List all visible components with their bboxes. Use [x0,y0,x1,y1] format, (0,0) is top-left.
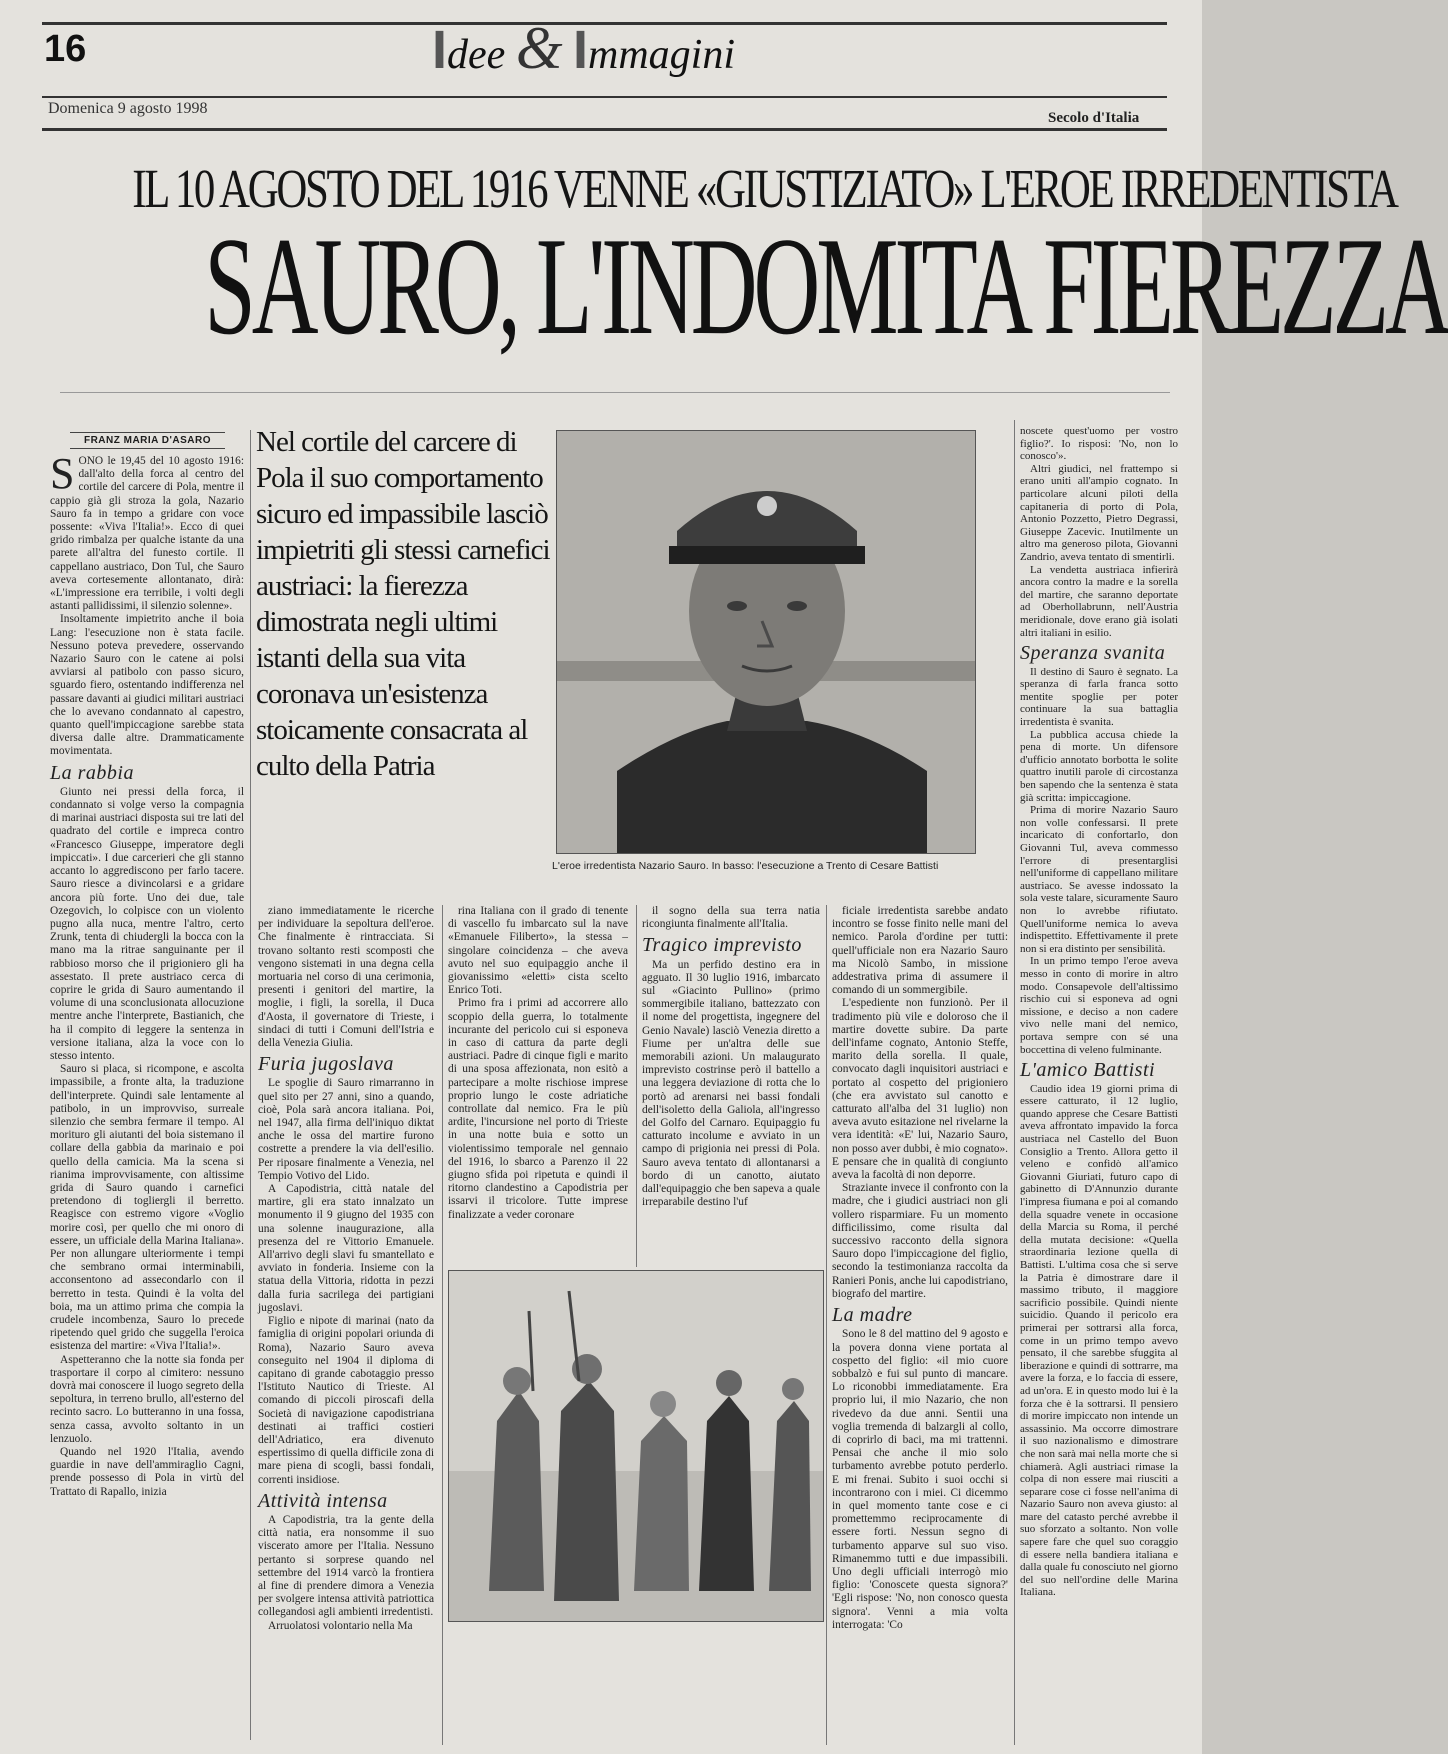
paragraph: Giunto nei pressi della forca, il condannato si volge verso la compagnia di marinai austriaci disposta sui tre lati del quadrato del cortile e impreca contro «Francesco Giuseppe, imperatore degli impiccati». I due carcerieri che gli stanno accanto lo aggrediscono per farlo tacere. Sauro riesce a divincolarsi e a gridare ancora più forte. Uno dei due, tale Ozegovich, lo colpisce con un violento pugno alla nuca, mentre l'altro, certo Zrunk, tenta di chiudergli la bocca con la mano ma la ritrae sanguinante per il rabbioso morso che il prigioniero gli ha assestato. Il prete austriaco cerca di coprire le grida di Sauro aumentando il volume di una sconclusionata allocuzione mentre anche l'interprete, Bastianich, che ha il compito di leggere la sentenza in versione italiana, alza la voce con lo stesso intento. [50,785,244,1062]
subhead-furia: Furia jugoslava [258,1053,394,1076]
headline: SAURO, L'INDOMITA FIEREZZA [204,209,1448,364]
article-column-5 [642,905,820,1267]
paragraph: Figlio e nipote di marinai (nato da famiglia di origini popolari oriunda di Roma), Nazario Sauro aveva conseguito nel 1904 il diploma di capitano di grande cabotaggio presso l'Istituto Nautico di Trieste. Al comando di piccoli piroscafi della Società di navigazione capodistriana destinati ai traffici costieri dell'Adriatico, era divenuto espertissimo di quella difficile zona di mare piena di scogli, bassi fondali, correnti insidiose. [258,1315,434,1486]
column-divider [636,905,637,1267]
kicker: IL 10 AGOSTO DEL 1916 VENNE «GIUSTIZIATO» L'EROE IRREDENTISTA [132,158,1397,219]
paragraph: Le spoglie di Sauro rimarranno in quel sito per 27 anni, sino a quando, cioè, Pola sarà ancora italiana. Poi, nel 1947, alla firma dell'iniquo diktat anche le ossa del martire furono costrette a prendere la via dell'esilio. Per riposare finalmente a Venezia, nel Tempio Votivo del Lido. [258,1077,434,1182]
subhead-rabbia: La rabbia [50,761,134,784]
paragraph: ficiale irredentista sarebbe andato incontro se fosse finito nelle mani del nemico. Parola d'ordine per tutti: quell'ufficiale non era Nazario Sauro ma Nicolò Sambo, in missione addestrativa prima di assumere il comando di un sommergibile. [832,905,1008,997]
paragraph: L'espediente non funzionò. Per il tradimento più vile e doloroso che il martire dovette subire. Da parte dell'infame cognato, Antonio Steffe, marito della sorella. Il quale, convocato dagli inquisitori austriaci e portato al cospetto del prigioniero (che era avvistato sul canotto e catturato all'alba del 31 luglio) non aveva avuto esitazione nel rivelarne la vera identità: «E' lui, Nazario Sauro, non posso aver dubbi, è mio cognato». E pensare che in qualità di congiunto aveva la facoltà di non deporre. [832,997,1008,1182]
byline: FRANZ MARIA D'ASARO [70,432,225,449]
subhead-battisti: L'amico Battisti [1020,1059,1156,1082]
subhead-tragico: Tragico imprevisto [642,934,802,957]
pull-quote: Nel cortile del carcere di Pola il suo comportamento sicuro ed impassibile lasciò impietriti gli stessi carnefici austriaci: la fierezza dimostrata negli ultimi istanti della sua vita coronava un'esistenza stoicamente consacrata al culto della Patria [256,426,550,782]
article-column-3 [258,905,434,1745]
execution-illustration [448,1270,824,1622]
article-column-4 [448,905,628,1267]
paragraph: rina Italiana con il grado di tenente di vascello fu imbarcato sul la nave «Emanuele Filiberto», la stessa – singolare coincidenza – che aveva avuto nel suo equipaggio anche il giovanissimo «eletti» cista scelto Enrico Toti. [448,905,628,997]
section-title [432,14,735,83]
paragraph: noscete quest'uomo per vostro figlio?'. Io risposi: 'No, non lo conosco'». [1020,425,1178,463]
paragraph: Aspetteranno che la notte sia fonda per trasportare il corpo al cimitero: nessuno dovrà mai conoscere il luogo segreto della sepoltura, in terreno brullo, all'esterno del recinto sacro. Lo butteranno in una fossa, senza cassa, avvolto soltanto in un lenzuolo. [50,1353,244,1445]
subhead-speranza: Speranza svanita [1020,642,1166,665]
article-column-1 [50,449,244,1745]
paragraph: ziano immediatamente le ricerche per individuare la sepoltura dell'eroe. Che finalmente è rintracciata. Si trovano soltanto resti scomposti che vengono sistemati in una degna cella mortuaria nel corso di una cerimonia, presenti i genitori del martire, la moglie, i figli, la sorella, il Duca d'Aosta, il governatore di Trieste, i sindaci di tutti i Comuni dell'Istria e della Venezia Giulia. [258,905,434,1050]
drop-cap: S [50,449,75,498]
section-ampersand: & [515,15,563,81]
paragraph: Caudio idea 19 giorni prima di essere catturato, il 12 luglio, quando apprese che Cesare Battisti aveva affrontato impavido la forca austriaca nel Castello del Buon Consiglio a Trento. Allora getto il veleno e confidò all'amico Giovanni Giuriati, futuro capo di gabinetto di D'Annunzio durante l'impresa fiumana e poi al comando della squadre venete in occasione della Marcia su Roma, il perché della mutata decisione: «Quella straordinaria lezione quella di Battisti. L'ultima cosa che si serve la Patria è dimostrare dare il massimo tributo, il maggiore sacrificio possibile. Quindi niente suicidio. Quando il pericolo era primerai per sottrarsi alla forca, come in un primo tempo avevo pensato, il che sarebbe sfuggita al liberazione e quindi di sottrarre, ma avere la forza, e lo faccia di essere, ad un'ora. E in questo modo lui è la forza che è la sottrarsi. Il pensiero di morire impiccato non intende un assassinio. Ma occorre dimostrare il suo nazionalismo e dimostrare che non sarà mai nella morte che si chiamerà. Agli austriaci rimase la colpa di non essere mai riusciti a separare cose ci fosse nell'anima di Nazario Sauro non aveva giusto: al mare del catasto perché avrebbe il suo sforzato a soltanto. Non volle sapere fare che quel suo coraggio di essere nella bandiera italiana e dalla quale fu conosciuto nel giorno del suo nell'ordine delle Marina Italiana. [1020,1082,1178,1599]
paragraph: Il destino di Sauro è segnato. La speranza di farla franca sotto mentite spoglie per poter continuare la sua battaglia irredentista è svanita. [1020,665,1178,729]
paragraph: A Capodistria, tra la gente della città natia, era nonsomme il suo viscerato amore per l'Italia. Nessuno pertanto si sorprese quando nel settembre del 1914 varcò la frontiera al fine di prendere dimora a Venezia per svolgere intensa attività patriottica collegandosi agli ambienti irredentisti. [258,1513,434,1619]
paragraph: ONO le 19,45 del 10 agosto 1916: dall'alto della forca al centro del cortile del carcere di Pola, mentre il cappio già gli stroza la gola, Nazario Sauro fa in tempo a gridare con voce possente: «Viva l'Italia!». Ecco di quei grido rimbalza per qualche istante da una parete all'altra del funesto cortile. Il cappellano austriaco, Don Tul, che Sauro aveva cortesemente allontanato, dirà: «L'impressione era terribile, i volti degli astanti pallidissimi, il silenzio solenne». [50,455,244,613]
section-word-dee: dee [447,32,506,78]
paragraph: A Capodistria, città natale del martire, gli era stato innalzato un monumento il 9 giugno del 1935 con una solenne inaugurazione, alla presenza del re Vittorio Emanuele. All'arrivo degli slavi fu smantellato e avviato in fonderia. Insieme con la statua della Vittoria, ridotta in pezzi dalla furia sacrilega dei partigiani jugoslavi. [258,1183,434,1314]
column-divider [1014,420,1015,1745]
date-rule [42,128,1167,131]
column-divider [826,905,827,1745]
paragraph: Quando nel 1920 l'Italia, avendo guardie in nave dell'ammiraglio Cagni, prende possesso di Pola in virtù del Trattato di Rapallo, inizia [50,1446,244,1498]
section-initial-i2: I [572,20,588,80]
paragraph: La pubblica accusa chiede la pena di morte. Un difensore d'ufficio annotato borbotta le solite quattro inutili parole di circostanza ben sapendo che la sentenza è stata già scritta: impiccagione. [1020,728,1178,804]
paragraph: Ma un perfido destino era in agguato. Il 30 luglio 1916, imbarcato sul «Giacinto Pullino» (primo sommergibile italiano, battezzato con il nome del progettista, ingegnere del Genio Navale) lasciò Venezia diretto a Fiume per un'altra delle sue memorabili azioni. Un malaugurato imprevisto costrinse però il battello a una leggera deviazione di rotta che lo portò ad arenarsi nei bassi fondali dell'isoletto della Galiola, all'ingresso del Golfo del Carnaro. Equipaggio fu catturato incolume e avviato in un campo di prigionia nei pressi di Pola. Sauro aveva tentato di allontanarsi a bordo di un canotto, aiutato dall'equipaggio che ben sapeva a quale irreparabile destino l'uf [642,958,820,1209]
paragraph: Arruolatosi volontario nella Ma [268,1619,413,1632]
paragraph: Prima di morire Nazario Sauro non volle confessarsi. Il prete incaricato di confortarlo, don Giovanni Tul, aveva commesso l'errore di presentarglisi nell'uniforme di cappellano militare austriaco. Se avesse indossato la sola veste talare, sicuramente Sauro non lo avrebbe rifiutato. Quell'uniforme nemica lo aveva indispettito. Effettivamente il prete non si era distinto per sensibilità. [1020,804,1178,955]
subhead-madre: La madre [832,1304,913,1327]
photo-caption: L'eroe irredentista Nazario Sauro. In basso: l'esecuzione a Trento di Cesare Battisti [552,860,939,872]
portrait-illustration [557,431,975,853]
paragraph: Straziante invece il confronto con la madre, che i giudici austriaci non gli vollero risparmiare. Fu un momento difficilissimo, come risulta dal successivo racconto della signora Sauro dopo l'impiccagione del figlio, secondo la testimonianza raccolta da Ranieri Ponis, anche lui capodistriano, biografo del martire. [832,1182,1008,1300]
portrait-photo [556,430,976,854]
masthead-rule [42,96,1167,98]
paragraph: In un primo tempo l'eroe aveva messo in conto di morire in altro modo. Consapevole dell'altissimo rischio cui si esponeva ad ogni missione, e deciso a non cadere vivo nelle mani del nemico, portava sempre con sé una boccettina di veleno fulminante. [1020,955,1178,1056]
paragraph: Altri giudici, nel frattempo si erano uniti all'ampio cognato. In particolare alcuni piloti della capitaneria di porto di Pola, Antonio Pozzetto, Pietro Degrassi, Giuseppe Zacevic. Inutilmente un altro ma generoso pilota, Giovanni Zandrio, aveva tentato di smentirli. [1020,462,1178,563]
column-divider [250,430,251,1740]
newspaper-name: Secolo d'Italia [1048,110,1140,126]
section-initial-i: I [432,20,448,80]
paragraph: il sogno della sua terra natia ricongiunta finalmente all'Italia. [642,905,820,931]
section-word-mmagini: mmagini [588,32,735,78]
paragraph: Insoltamente impietrito anche il boia Lang: l'esecuzione non è stata facile. Nessuno poteva prevedere, osservando Nazario Sauro con le catene ai polsi avviarsi al patibolo con passo sicuro, sguardo fiero, ostentando indifferenza nel passare davanti ai giudici militari austriaci che lo avevano condannato al capestro, quanto quell'impiccagione sarebbe stata diversa dalle altre. Drammaticamente movimentata. [50,613,244,758]
subhead-attivita: Attività intensa [258,1489,388,1512]
issue-date: Domenica 9 agosto 1998 [48,100,208,117]
headline-rule [60,392,1170,393]
paragraph: Primo fra i primi ad accorrere allo scoppio della guerra, lo totalmente incurante del pericolo cui si esponeva in caso di cattura da parte degli austriaci. Padre di cinque figli e marito di una sposa affezionata, non esitò a partecipare a molte rischiose imprese proprio lungo le coste adriatiche controllate dal nemico. Fra le più ardite, l'incursione nel porto di Trieste in una notte buia e sotto un violentissimo temporale nel gennaio del 1916, lo sbarco a Parenzo il 22 giugno sfida poi ripetuta e quindi il ritorno clandestino a Capodistria per issarvi il tricolore. Tutte imprese finalizzate a veder coronare [448,997,628,1221]
article-column-7 [1020,425,1178,1745]
paragraph: Sono le 8 del mattino del 9 agosto e la povera donna viene portata al cospetto del figlio: «il mio cuore sobbalzò e fui sul punto di mancare. Lo riconobbi immediatamente. Era proprio lui, il mio Nazario, che non rivedevo da due anni. Sentii una voglia tremenda di balzargli al collo, di coprirlo di baci, ma mi trattenni. Pensai che anche il mio solo turbamento avrebbe potuto perderlo. E mi frenai. Subito i suoi occhi si incontrarono con i miei. Ci dicemmo in quel momento tante cose e ci promettemmo reciprocamente di essere forti. Nessun segno di turbamento apparve sul suo viso. Rimanemmo tutti e due impassibili. Uno degli ufficiali interrogò mio figlio: 'Conoscete questa signora?' 'Egli rispose: 'No, non conosco questa signora'. Venni a mia volta interrogata: 'Co [832,1328,1008,1631]
page-number: 16 [44,28,87,70]
paragraph: La vendetta austriaca infierirà ancora contro la madre e la sorella del martire, che saranno deportate ad Oberhollabrunn, nell'Austria meridionale, dove erano già isolati altri italiani in esilio. [1020,563,1178,639]
column-divider [442,905,443,1745]
article-column-6 [832,905,1008,1745]
paragraph: Sauro si placa, si ricompone, e ascolta impassibile, a fronte alta, la traduzione dell'interprete. Quindi sale lentamente al patibolo, in un improvviso, surreale silenzio che sembra fermare il tempo. Al morituro gli aiutanti del boia sistemano il collare della gabbia da marinaio e poi quello della camicia. Ma la scena si rianima improvvisamente, con altissime grida di Sauro quando i carnefici pretendono di togliergli il berretto. Reagisce con estremo vigore «Voglio morire così, per quello che mi onoro di essere, un ufficiale della Marina Italiana». Per non allungare ulteriormente i tempi che sembrano ormai interminabili, acconsentono ad assecondarlo con il berretto in testa. Quindi è la volta del boia, ma un attimo prima che compia la crudele incombenza, Sauro lo precede ripetendo quel grido che suggella l'eroica esistenza del martire: «Viva l'Italia!». [50,1063,244,1353]
execution-scene [449,1271,823,1621]
